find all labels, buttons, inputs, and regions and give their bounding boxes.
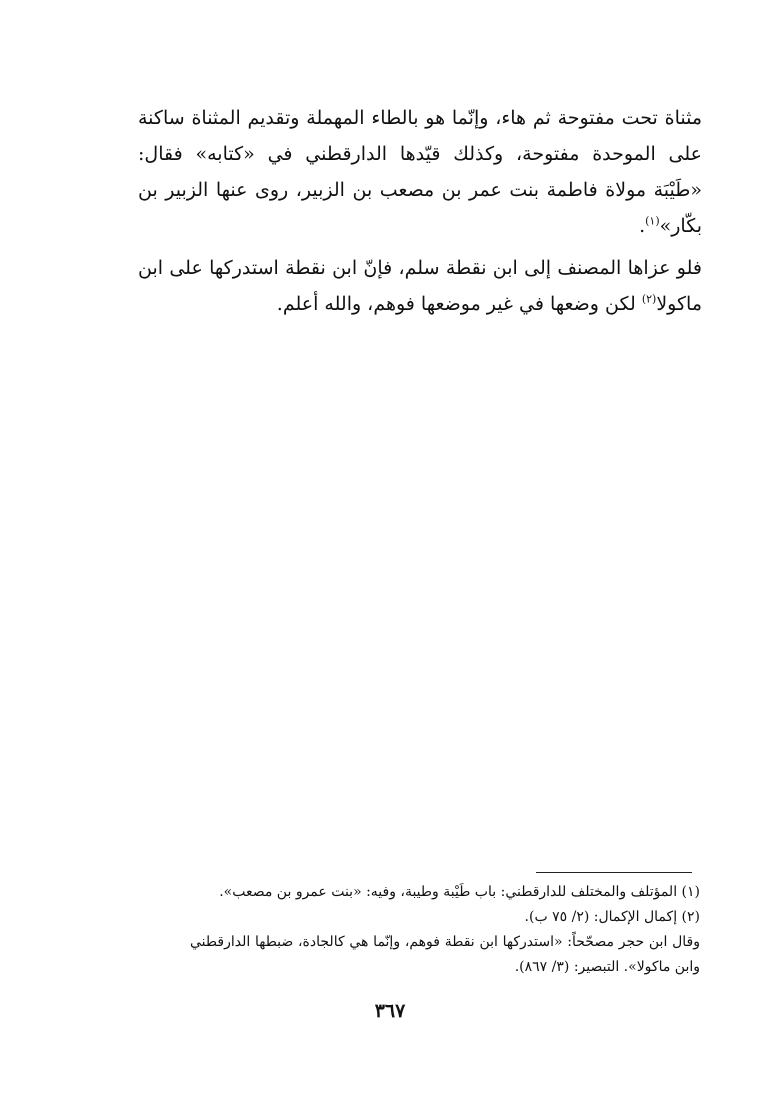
footnote: (١) المؤتلف والمختلف للدارقطني: باب طَيْبة وطيبة، وفيه: «بنت عمرو بن مصعب». — [219, 884, 700, 900]
footnote: (٢) إكمال الإكمال: (٢/ ٧٥ ب). — [524, 909, 700, 925]
paragraph-text: مثناة تحت مفتوحة ثم هاء، وإنّما هو بالطاء المهملة وتقديم المثناة ساكنة على الموحدة مفتوحة، وكذلك قيّدها الدارقطني في «كتابه» فقال: «طَيْبَة مولاة فاطمة بنت عمر بن مصعب بن الزبير، روى عنها الزبير بن بكّار» — [138, 107, 702, 237]
paragraph-text: فلو عزاها المصنف إلى ابن نقطة سلم، فإنّ ابن نقطة استدركها على ابن ماكولا — [138, 257, 702, 315]
footnote-continuation: وقال ابن حجر مصحّحاً: «استدركها ابن نقطة فوهم، وإنّما هي كالجادة، ضبطها الدارقطني وابن ماكولا». التبصير: (٣/ ٨٦٧). — [190, 934, 700, 975]
footnote-separator — [536, 872, 692, 873]
page-number: ٣٦٧ — [374, 1000, 406, 1022]
footnote-reference: (٢) — [641, 292, 657, 306]
footnotes — [190, 880, 700, 980]
main-text — [138, 100, 702, 328]
footnote-reference: (١) — [645, 214, 660, 228]
paragraph-text: لكن وضعها في غير موضعها فوهم، والله أعلم. — [276, 293, 636, 315]
paragraph — [138, 250, 702, 322]
paragraph-end: . — [639, 215, 646, 237]
paragraph — [138, 100, 702, 244]
